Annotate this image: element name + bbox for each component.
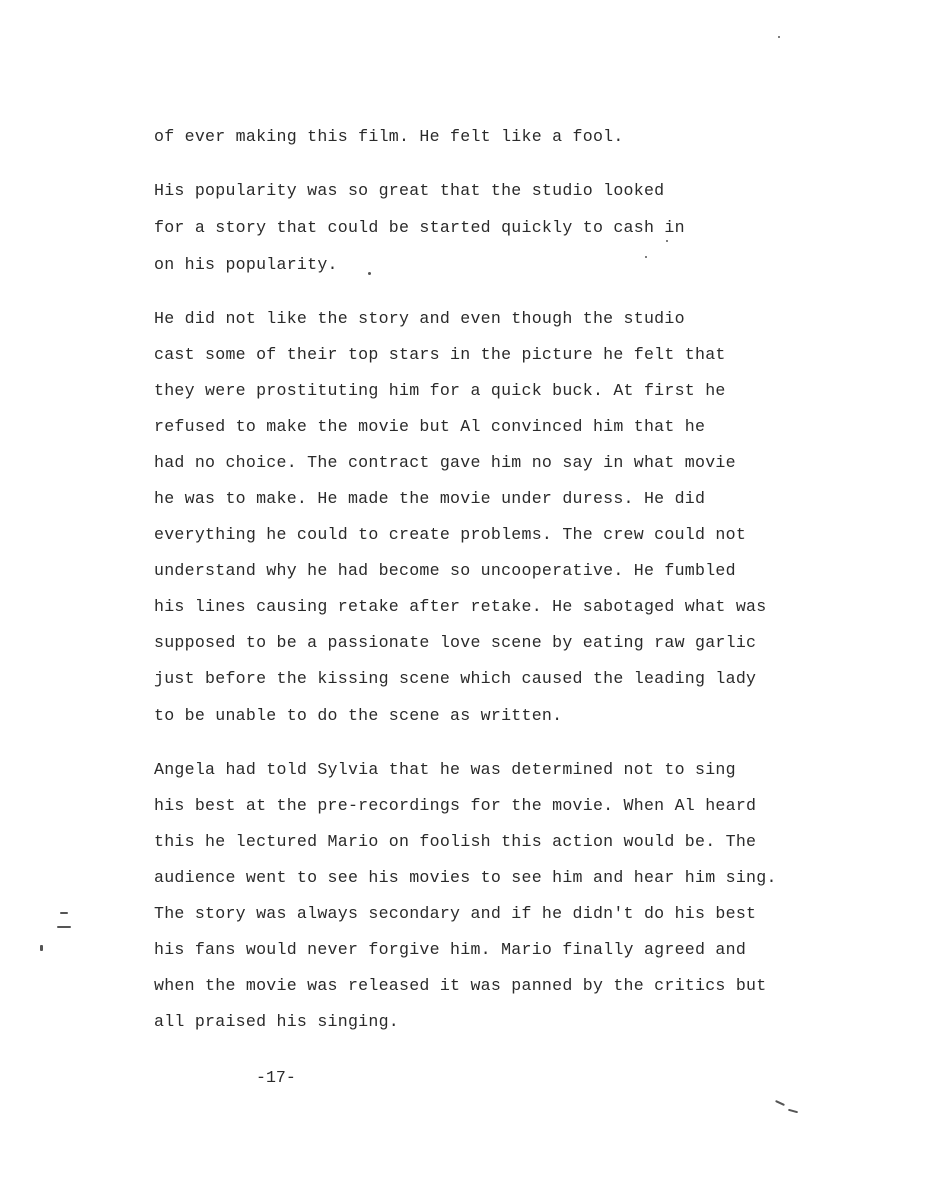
text-line: just before the kissing scene which caused the leading lady: [154, 669, 757, 688]
text-line: audience went to see his movies to see him and hear him sing.: [154, 868, 777, 887]
text-line: he was to make. He made the movie under duress. He did: [154, 489, 706, 508]
scan-speck: [775, 1100, 785, 1106]
text-line: understand why he had become so uncooperative. He fumbled: [154, 561, 736, 580]
scan-speck: [666, 240, 668, 242]
page-number: -17-: [256, 1068, 296, 1087]
scan-speck: [60, 912, 68, 914]
text-line: of ever making this film. He felt like a fool.: [154, 127, 624, 146]
text-line: everything he could to create problems. The crew could not: [154, 525, 747, 544]
text-line: refused to make the movie but Al convinced him that he: [154, 417, 706, 436]
text-line: for a story that could be started quickly to cash in: [154, 218, 685, 237]
text-line: The story was always secondary and if he didn't do his best: [154, 904, 757, 923]
text-line: all praised his singing.: [154, 1012, 399, 1031]
scan-speck: [368, 272, 371, 275]
text-line: to be unable to do the scene as written.: [154, 706, 563, 725]
scan-speck: [788, 1109, 798, 1114]
text-line: his lines causing retake after retake. He sabotaged what was: [154, 597, 767, 616]
text-line: supposed to be a passionate love scene by eating raw garlic: [154, 633, 757, 652]
scan-speck: [645, 256, 647, 258]
scan-speck: [778, 36, 780, 38]
scan-speck: [40, 945, 43, 951]
text-line: this he lectured Mario on foolish this action would be. The: [154, 832, 757, 851]
text-line: his best at the pre-recordings for the movie. When Al heard: [154, 796, 757, 815]
text-line: had no choice. The contract gave him no say in what movie: [154, 453, 736, 472]
text-line: cast some of their top stars in the picture he felt that: [154, 345, 726, 364]
text-line: Angela had told Sylvia that he was determined not to sing: [154, 760, 736, 779]
text-line: on his popularity.: [154, 255, 338, 274]
text-line: when the movie was released it was panned by the critics but: [154, 976, 767, 995]
text-line: His popularity was so great that the studio looked: [154, 181, 665, 200]
text-line: He did not like the story and even though the studio: [154, 309, 685, 328]
text-line: they were prostituting him for a quick buck. At first he: [154, 381, 726, 400]
scan-speck: [57, 926, 71, 928]
text-line: his fans would never forgive him. Mario finally agreed and: [154, 940, 747, 959]
